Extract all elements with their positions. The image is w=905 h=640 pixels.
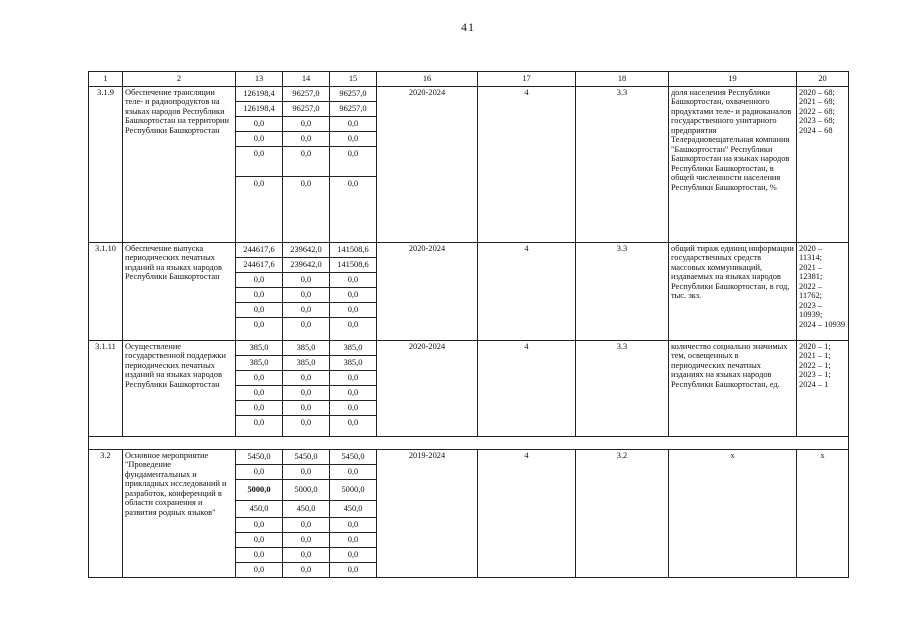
- target-value: 2020 – 68;: [799, 88, 835, 97]
- value-cell: 5000,0: [330, 480, 376, 501]
- value-cell: 0,0: [236, 303, 282, 318]
- value-cell: 141508,6: [330, 258, 376, 273]
- value-cell: 96257,0: [330, 102, 376, 117]
- activity-name: Основное мероприятие "Проведение фундаментальных и прикладных исследований и разработок, конференций в области сохранения и развития родных языков": [123, 450, 236, 578]
- value-cell: 0,0: [283, 548, 329, 563]
- value-cell: 0,0: [347, 320, 359, 329]
- value-cell: 0,0: [236, 386, 282, 401]
- value-cell: 5450,0: [330, 450, 376, 465]
- finance-col-13: [236, 87, 283, 243]
- target-value: 2021 – 68;: [799, 97, 835, 107]
- value-cell: 0,0: [283, 147, 329, 177]
- value-cell: 0,0: [236, 147, 282, 177]
- value-cell: 5000,0: [236, 480, 282, 501]
- value-cell: 385,0: [330, 356, 376, 371]
- table-row: [89, 341, 849, 437]
- value-cell: 0,0: [236, 401, 282, 416]
- value-cell: 0,0: [347, 565, 359, 574]
- value-cell: 244617,6: [236, 243, 282, 258]
- target-value: 2021 – 1;: [799, 351, 831, 361]
- value-cell: 0,0: [253, 418, 265, 427]
- value-cell: 0,0: [283, 117, 329, 132]
- value-cell: 96257,0: [330, 87, 376, 102]
- row-number: 3.1.10: [89, 243, 123, 341]
- value-cell: 126198,4: [236, 87, 282, 102]
- activity-name: Обеспечение выпуска периодических печатных изданий на языках народов Республики Башкортостан: [123, 243, 236, 341]
- value-cell: 0,0: [330, 465, 376, 480]
- target-value: 2022 – 68;: [799, 106, 835, 116]
- value-cell: 0,0: [330, 117, 376, 132]
- header-cell: 1: [89, 72, 123, 87]
- value-cell: 0,0: [253, 320, 265, 329]
- header-cell: 15: [330, 72, 377, 87]
- finance-col-14: [283, 87, 330, 243]
- target-value: x: [820, 451, 825, 460]
- value-cell: 239642,0: [283, 258, 329, 273]
- value-cell: 239642,0: [283, 243, 329, 258]
- value-cell: 0,0: [236, 371, 282, 386]
- target-value: 2024 – 10939: [799, 319, 846, 329]
- value-cell: 0,0: [330, 371, 376, 386]
- value-cell: 385,0: [236, 356, 282, 371]
- value-cell: 5000,0: [283, 480, 329, 501]
- value-cell: 0,0: [330, 147, 376, 177]
- value-cell: 0,0: [330, 273, 376, 288]
- activity-name: Обеспечение трансляции теле- и радиопродуктов на языках народов Республики Башкортостан на территории Республики Башкортостан: [123, 87, 236, 243]
- value-cell: 0,0: [283, 386, 329, 401]
- col17-cell: 4: [478, 243, 576, 341]
- target-value: 2023 – 1;: [799, 370, 831, 380]
- finance-col-14: [283, 450, 330, 578]
- target-value: 2022 – 1;: [799, 360, 831, 370]
- value-cell: 0,0: [330, 303, 376, 318]
- value-cell: 0,0: [236, 288, 282, 303]
- table-row: [89, 450, 849, 578]
- value-cell: 0,0: [283, 273, 329, 288]
- separator-cell: [89, 437, 849, 450]
- program-table: [88, 71, 849, 578]
- value-cell: 0,0: [253, 179, 265, 188]
- value-cell: 385,0: [283, 341, 329, 356]
- target-value: 2021 – 12381;: [799, 262, 823, 282]
- value-cell: 0,0: [283, 132, 329, 147]
- target-values-cell: [797, 450, 849, 578]
- col18-cell: 3.3: [576, 341, 669, 437]
- col18-cell: 3.3: [576, 87, 669, 243]
- row-number: 3.1.9: [89, 87, 123, 243]
- target-value: 2022 – 11762;: [799, 281, 823, 301]
- target-value: 2023 – 68;: [799, 116, 835, 126]
- value-cell: 5450,0: [236, 450, 282, 465]
- col18-cell: 3.3: [576, 243, 669, 341]
- value-cell: 0,0: [347, 418, 359, 427]
- target-values-cell: [797, 87, 849, 243]
- col18-cell: 3.2: [576, 450, 669, 578]
- period-cell: 2019-2024: [377, 450, 478, 578]
- value-cell: 0,0: [236, 533, 282, 548]
- finance-col-13: [236, 341, 283, 437]
- value-cell: 0,0: [283, 371, 329, 386]
- finance-col-13: [236, 243, 283, 341]
- col17-cell: 4: [478, 87, 576, 243]
- target-values-cell: [797, 341, 849, 437]
- value-cell: 0,0: [330, 518, 376, 533]
- value-cell: 0,0: [283, 533, 329, 548]
- value-cell: 385,0: [236, 341, 282, 356]
- table-row: [89, 243, 849, 341]
- period-cell: 2020-2024: [377, 243, 478, 341]
- indicator-cell: количество социально значимых тем, освещенных в периодических печатных изданиях на языках народов Республики Башкортостан, ед.: [669, 341, 797, 437]
- value-cell: 0,0: [236, 132, 282, 147]
- header-cell: 20: [797, 72, 849, 87]
- separator-row: [89, 437, 849, 450]
- value-cell: 244617,6: [236, 258, 282, 273]
- header-cell: 14: [283, 72, 330, 87]
- page-number: 41: [461, 20, 475, 34]
- value-cell: 0,0: [300, 179, 312, 188]
- target-value: 2024 – 1: [799, 379, 829, 389]
- target-value: 2020 – 11314;: [799, 244, 823, 263]
- period-cell: 2020-2024: [377, 341, 478, 437]
- target-value: 2024 – 68: [799, 125, 833, 135]
- header-cell: 13: [236, 72, 283, 87]
- value-cell: 450,0: [330, 501, 376, 518]
- value-cell: 0,0: [330, 288, 376, 303]
- value-cell: 96257,0: [283, 102, 329, 117]
- value-cell: 0,0: [283, 288, 329, 303]
- value-cell: 0,0: [283, 465, 329, 480]
- value-cell: 0,0: [300, 418, 312, 427]
- col17-cell: 4: [478, 341, 576, 437]
- col17-cell: 4: [478, 450, 576, 578]
- finance-col-15: [330, 243, 377, 341]
- value-cell: 0,0: [283, 518, 329, 533]
- value-cell: 0,0: [236, 548, 282, 563]
- target-value: 2020 – 1;: [799, 342, 831, 351]
- period-cell: 2020-2024: [377, 87, 478, 243]
- value-cell: 0,0: [330, 533, 376, 548]
- value-cell: 0,0: [236, 518, 282, 533]
- value-cell: 0,0: [300, 565, 312, 574]
- row-number: 3.2: [89, 450, 123, 578]
- value-cell: 0,0: [330, 386, 376, 401]
- value-cell: 0,0: [253, 565, 265, 574]
- value-cell: 450,0: [236, 501, 282, 518]
- activity-name: Осуществление государственной поддержки периодических печатных изданий на языках народов Республики Башкортостан: [123, 341, 236, 437]
- target-values-cell: [797, 243, 849, 341]
- finance-col-15: [330, 450, 377, 578]
- finance-col-13: [236, 450, 283, 578]
- value-cell: 0,0: [347, 179, 359, 188]
- finance-col-14: [283, 243, 330, 341]
- value-cell: 0,0: [236, 465, 282, 480]
- value-cell: 0,0: [283, 303, 329, 318]
- finance-col-15: [330, 341, 377, 437]
- value-cell: 5450,0: [283, 450, 329, 465]
- indicator-cell: доля населения Республики Башкортостан, охваченного продуктами теле- и радиоканалов государственного унитарного предприятия Телерадиовещательная компания "Башкортостан" Республики Башкортостан на языках народов Республики Башкортостан, в общей численности населения Республики Башкортостан, %: [669, 87, 797, 243]
- value-cell: 0,0: [236, 273, 282, 288]
- indicator-cell: общий тираж единиц информации государственных средств массовых коммуникаций, издаваемых на языках народов Республики Башкортостан, в год, тыс. экз.: [669, 243, 797, 341]
- header-cell: 16: [377, 72, 478, 87]
- value-cell: 385,0: [283, 356, 329, 371]
- header-cell: 17: [478, 72, 576, 87]
- header-cell: 19: [669, 72, 797, 87]
- value-cell: 385,0: [330, 341, 376, 356]
- value-cell: 141508,6: [330, 243, 376, 258]
- indicator-cell: x: [669, 450, 797, 578]
- value-cell: 0,0: [236, 117, 282, 132]
- value-cell: 0,0: [283, 401, 329, 416]
- target-value: 2023 – 10939;: [799, 300, 823, 320]
- finance-col-14: [283, 341, 330, 437]
- table-row: [89, 87, 849, 243]
- value-cell: 0,0: [330, 401, 376, 416]
- value-cell: 96257,0: [283, 87, 329, 102]
- header-row: [89, 72, 849, 87]
- value-cell: 0,0: [300, 320, 312, 329]
- value-cell: 0,0: [330, 132, 376, 147]
- row-number: 3.1.11: [89, 341, 123, 437]
- value-cell: 126198,4: [236, 102, 282, 117]
- value-cell: 450,0: [283, 501, 329, 518]
- header-cell: 2: [123, 72, 236, 87]
- finance-col-15: [330, 87, 377, 243]
- value-cell: 0,0: [330, 548, 376, 563]
- header-cell: 18: [576, 72, 669, 87]
